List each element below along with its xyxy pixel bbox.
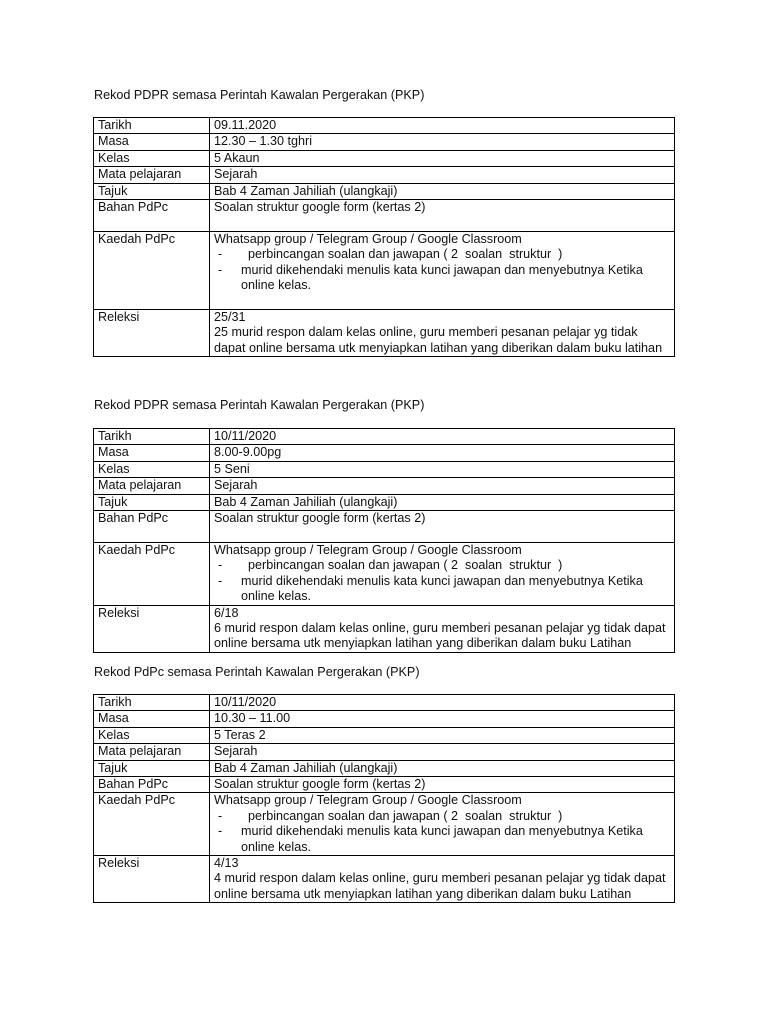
value-bahan: Soalan struktur google form (kertas 2) bbox=[210, 200, 675, 232]
kaedah-list bbox=[214, 809, 670, 855]
label-refleksi: Releksi bbox=[94, 605, 210, 652]
label-kelas: Kelas bbox=[94, 727, 210, 743]
record-table bbox=[93, 117, 675, 357]
row-refleksi bbox=[94, 310, 675, 357]
row-tarikh bbox=[94, 695, 675, 711]
record-heading: Rekod PDPR semasa Perintah Kawalan Pergerakan (PKP) bbox=[94, 88, 425, 102]
row-kelas bbox=[94, 727, 675, 743]
value-mata-pelajaran: Sejarah bbox=[210, 744, 675, 760]
value-tarikh: 10/11/2020 bbox=[210, 429, 675, 445]
value-kelas: 5 Akaun bbox=[210, 150, 675, 166]
kaedah-item: - murid dikehendaki menulis kata kunci jawapan dan menyebutnya Ketika online kelas. bbox=[214, 824, 670, 855]
value-mata-pelajaran: Sejarah bbox=[210, 167, 675, 183]
value-tarikh: 09.11.2020 bbox=[210, 118, 675, 134]
label-mata-pelajaran: Mata pelajaran bbox=[94, 744, 210, 760]
row-bahan bbox=[94, 777, 675, 793]
record-heading: Rekod PDPR semasa Perintah Kawalan Pergerakan (PKP) bbox=[94, 398, 425, 412]
label-kaedah: Kaedah PdPc bbox=[94, 543, 210, 606]
value-tarikh: 10/11/2020 bbox=[210, 695, 675, 711]
value-tajuk: Bab 4 Zaman Jahiliah (ulangkaji) bbox=[210, 183, 675, 199]
value-kaedah bbox=[210, 793, 675, 856]
row-kaedah bbox=[94, 543, 675, 606]
value-tajuk: Bab 4 Zaman Jahiliah (ulangkaji) bbox=[210, 494, 675, 510]
value-bahan: Soalan struktur google form (kertas 2) bbox=[210, 777, 675, 793]
value-kaedah bbox=[210, 543, 675, 606]
row-masa bbox=[94, 134, 675, 150]
kaedah-channels: Whatsapp group / Telegram Group / Google Classroom bbox=[214, 793, 522, 808]
kaedah-item: - perbincangan soalan dan jawapan ( 2 soalan struktur ) bbox=[214, 558, 670, 573]
value-kelas: 5 Teras 2 bbox=[210, 727, 675, 743]
label-tajuk: Tajuk bbox=[94, 183, 210, 199]
label-bahan: Bahan PdPc bbox=[94, 777, 210, 793]
label-tarikh: Tarikh bbox=[94, 429, 210, 445]
row-bahan bbox=[94, 511, 675, 543]
row-kelas bbox=[94, 461, 675, 477]
row-tarikh bbox=[94, 429, 675, 445]
label-masa: Masa bbox=[94, 134, 210, 150]
label-kelas: Kelas bbox=[94, 150, 210, 166]
kaedah-list bbox=[214, 247, 670, 293]
row-bahan bbox=[94, 200, 675, 232]
row-refleksi bbox=[94, 856, 675, 903]
kaedah-item: - murid dikehendaki menulis kata kunci jawapan dan menyebutnya Ketika online kelas. bbox=[214, 574, 670, 605]
kaedah-item: - murid dikehendaki menulis kata kunci jawapan dan menyebutnya Ketika online kelas. bbox=[214, 263, 670, 294]
value-masa: 8.00-9.00pg bbox=[210, 445, 675, 461]
kaedah-item: - perbincangan soalan dan jawapan ( 2 soalan struktur ) bbox=[214, 809, 670, 824]
label-masa: Masa bbox=[94, 445, 210, 461]
value-bahan: Soalan struktur google form (kertas 2) bbox=[210, 511, 675, 543]
label-bahan: Bahan PdPc bbox=[94, 511, 210, 543]
label-mata-pelajaran: Mata pelajaran bbox=[94, 167, 210, 183]
row-tajuk bbox=[94, 760, 675, 776]
label-tarikh: Tarikh bbox=[94, 118, 210, 134]
label-kaedah: Kaedah PdPc bbox=[94, 232, 210, 310]
kaedah-list bbox=[214, 558, 670, 604]
row-refleksi bbox=[94, 605, 675, 652]
kaedah-channels: Whatsapp group / Telegram Group / Google Classroom bbox=[214, 543, 522, 558]
refleksi-score: 6/18 bbox=[214, 605, 239, 620]
row-mata-pelajaran bbox=[94, 744, 675, 760]
row-masa bbox=[94, 445, 675, 461]
value-kelas: 5 Seni bbox=[210, 461, 675, 477]
refleksi-text: 6 murid respon dalam kelas online, guru memberi pesanan pelajar yg tidak dapat online bersama utk menyiapkan latihan yang diberikan dalam buku Latihan bbox=[214, 621, 666, 651]
label-masa: Masa bbox=[94, 711, 210, 727]
refleksi-score: 4/13 bbox=[214, 856, 239, 871]
label-refleksi: Releksi bbox=[94, 856, 210, 903]
refleksi-text: 4 murid respon dalam kelas online, guru memberi pesanan pelajar yg tidak dapat online bersama utk menyiapkan latihan yang diberikan dalam buku Latihan bbox=[214, 871, 666, 901]
record-heading: Rekod PdPc semasa Perintah Kawalan Pergerakan (PKP) bbox=[94, 665, 420, 679]
value-tajuk: Bab 4 Zaman Jahiliah (ulangkaji) bbox=[210, 760, 675, 776]
value-refleksi bbox=[210, 605, 675, 652]
value-masa: 10.30 – 11.00 bbox=[210, 711, 675, 727]
row-kaedah bbox=[94, 232, 675, 310]
value-refleksi bbox=[210, 310, 675, 357]
row-kaedah bbox=[94, 793, 675, 856]
row-mata-pelajaran bbox=[94, 478, 675, 494]
label-tarikh: Tarikh bbox=[94, 695, 210, 711]
kaedah-item: - perbincangan soalan dan jawapan ( 2 soalan struktur ) bbox=[214, 247, 670, 262]
label-tajuk: Tajuk bbox=[94, 494, 210, 510]
label-mata-pelajaran: Mata pelajaran bbox=[94, 478, 210, 494]
kaedah-channels: Whatsapp group / Telegram Group / Google Classroom bbox=[214, 232, 522, 247]
row-tajuk bbox=[94, 183, 675, 199]
row-masa bbox=[94, 711, 675, 727]
value-masa: 12.30 – 1.30 tghri bbox=[210, 134, 675, 150]
label-refleksi: Releksi bbox=[94, 310, 210, 357]
refleksi-text: 25 murid respon dalam kelas online, guru memberi pesanan pelajar yg tidak dapat online bersama utk menyiapkan latihan yang diberikan dalam buku latihan bbox=[214, 325, 663, 355]
row-tajuk bbox=[94, 494, 675, 510]
row-mata-pelajaran bbox=[94, 167, 675, 183]
label-kaedah: Kaedah PdPc bbox=[94, 793, 210, 856]
row-kelas bbox=[94, 150, 675, 166]
row-tarikh bbox=[94, 118, 675, 134]
label-tajuk: Tajuk bbox=[94, 760, 210, 776]
value-kaedah bbox=[210, 232, 675, 310]
value-mata-pelajaran: Sejarah bbox=[210, 478, 675, 494]
value-refleksi bbox=[210, 856, 675, 903]
label-bahan: Bahan PdPc bbox=[94, 200, 210, 232]
record-table bbox=[93, 694, 675, 903]
refleksi-score: 25/31 bbox=[214, 310, 246, 325]
record-table bbox=[93, 428, 675, 653]
label-kelas: Kelas bbox=[94, 461, 210, 477]
